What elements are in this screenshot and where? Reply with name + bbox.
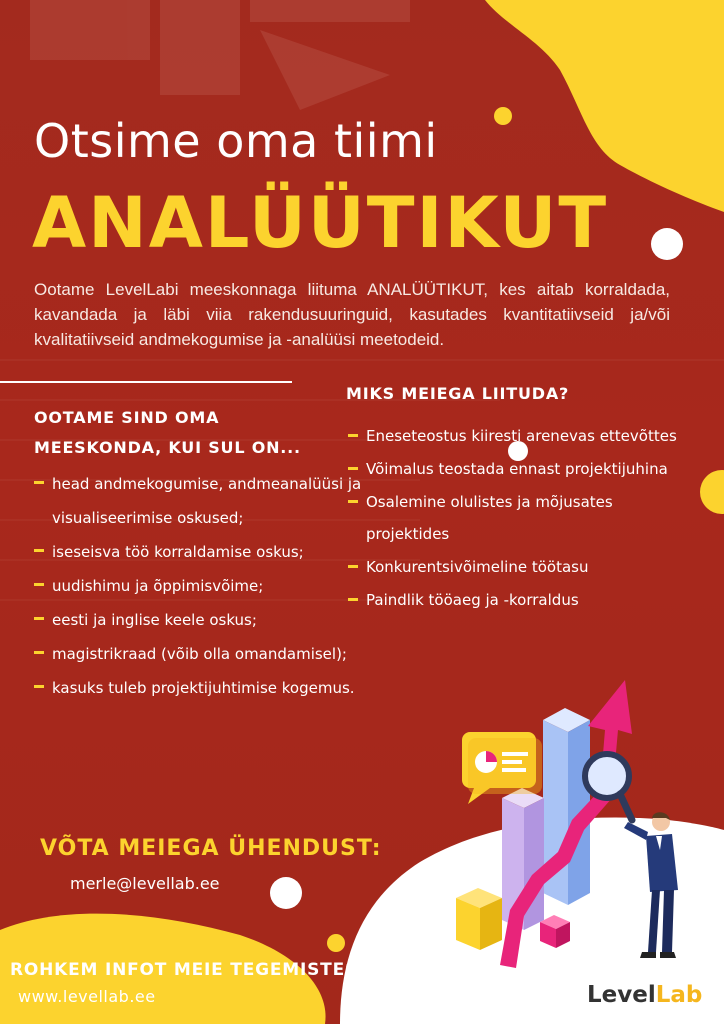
dash-icon: [34, 583, 44, 586]
contact-email-link[interactable]: merle@levellab.ee: [70, 874, 220, 893]
dash-icon: [34, 617, 44, 620]
list-item: head andmekogumise, andmeanalüüsi ja visualiseerimise oskused;: [34, 467, 414, 535]
person-icon: [624, 812, 678, 958]
list-item: eesti ja inglise keele oskus;: [34, 603, 414, 637]
dash-icon: [34, 651, 44, 654]
list-item: Eneseteostus kiiresti arenevas ettevõttes: [348, 420, 678, 452]
list-item: Konkurentsivõimeline töötasu: [348, 551, 678, 583]
dash-icon: [34, 549, 44, 552]
dash-icon: [348, 500, 358, 503]
dash-icon: [348, 565, 358, 568]
list-item: uudishimu ja õppimisvõime;: [34, 569, 414, 603]
dash-icon: [348, 467, 358, 470]
more-info-heading: ROHKEM INFOT MEIE TEGEMISTEST:: [10, 960, 378, 980]
list-item: Võimalus teostada ennast projektijuhina: [348, 453, 678, 485]
list-item: magistrikraad (võib olla omandamisel);: [34, 637, 414, 671]
dash-icon: [34, 685, 44, 688]
intro-paragraph: Ootame LevelLabi meeskonnaga liituma ANALÜÜTIKUT, kes aitab korraldada, kavandada ja läbi viia rakendusuuringuid, kasutades kvantitatiivseid ja/või kvalitatiivseid andmekogumise ja -analüüsi meetodeid.: [34, 280, 670, 349]
divider: [0, 381, 292, 383]
chat-chart-icon: [462, 732, 542, 804]
list-item: iseseisva töö korraldamise oskus;: [34, 535, 414, 569]
list-item: kasuks tuleb projektijuhtimise kogemus.: [34, 671, 414, 705]
analytics-illustration: [440, 670, 724, 970]
requirements-heading: OOTAME SIND OMA MEESKONDA, KUI SUL ON...: [34, 408, 301, 457]
dash-icon: [34, 481, 44, 484]
list-item: Osalemine olulistes ja mõjusates projektides: [348, 486, 678, 550]
levellab-logo: LevelLab: [587, 982, 703, 1008]
list-item: Paindlik tööaeg ja -korraldus: [348, 584, 678, 616]
dash-icon: [348, 434, 358, 437]
benefits-heading: MIKS MEIEGA LIITUDA?: [346, 384, 570, 403]
dash-icon: [348, 598, 358, 601]
headline-line1: Otsime oma tiimi: [34, 114, 438, 168]
website-link[interactable]: www.levellab.ee: [18, 987, 156, 1006]
headline-line2: ANALÜÜTIKUT: [32, 182, 609, 264]
contact-heading: VÕTA MEIEGA ÜHENDUST:: [40, 836, 382, 861]
benefits-list: [348, 420, 678, 617]
